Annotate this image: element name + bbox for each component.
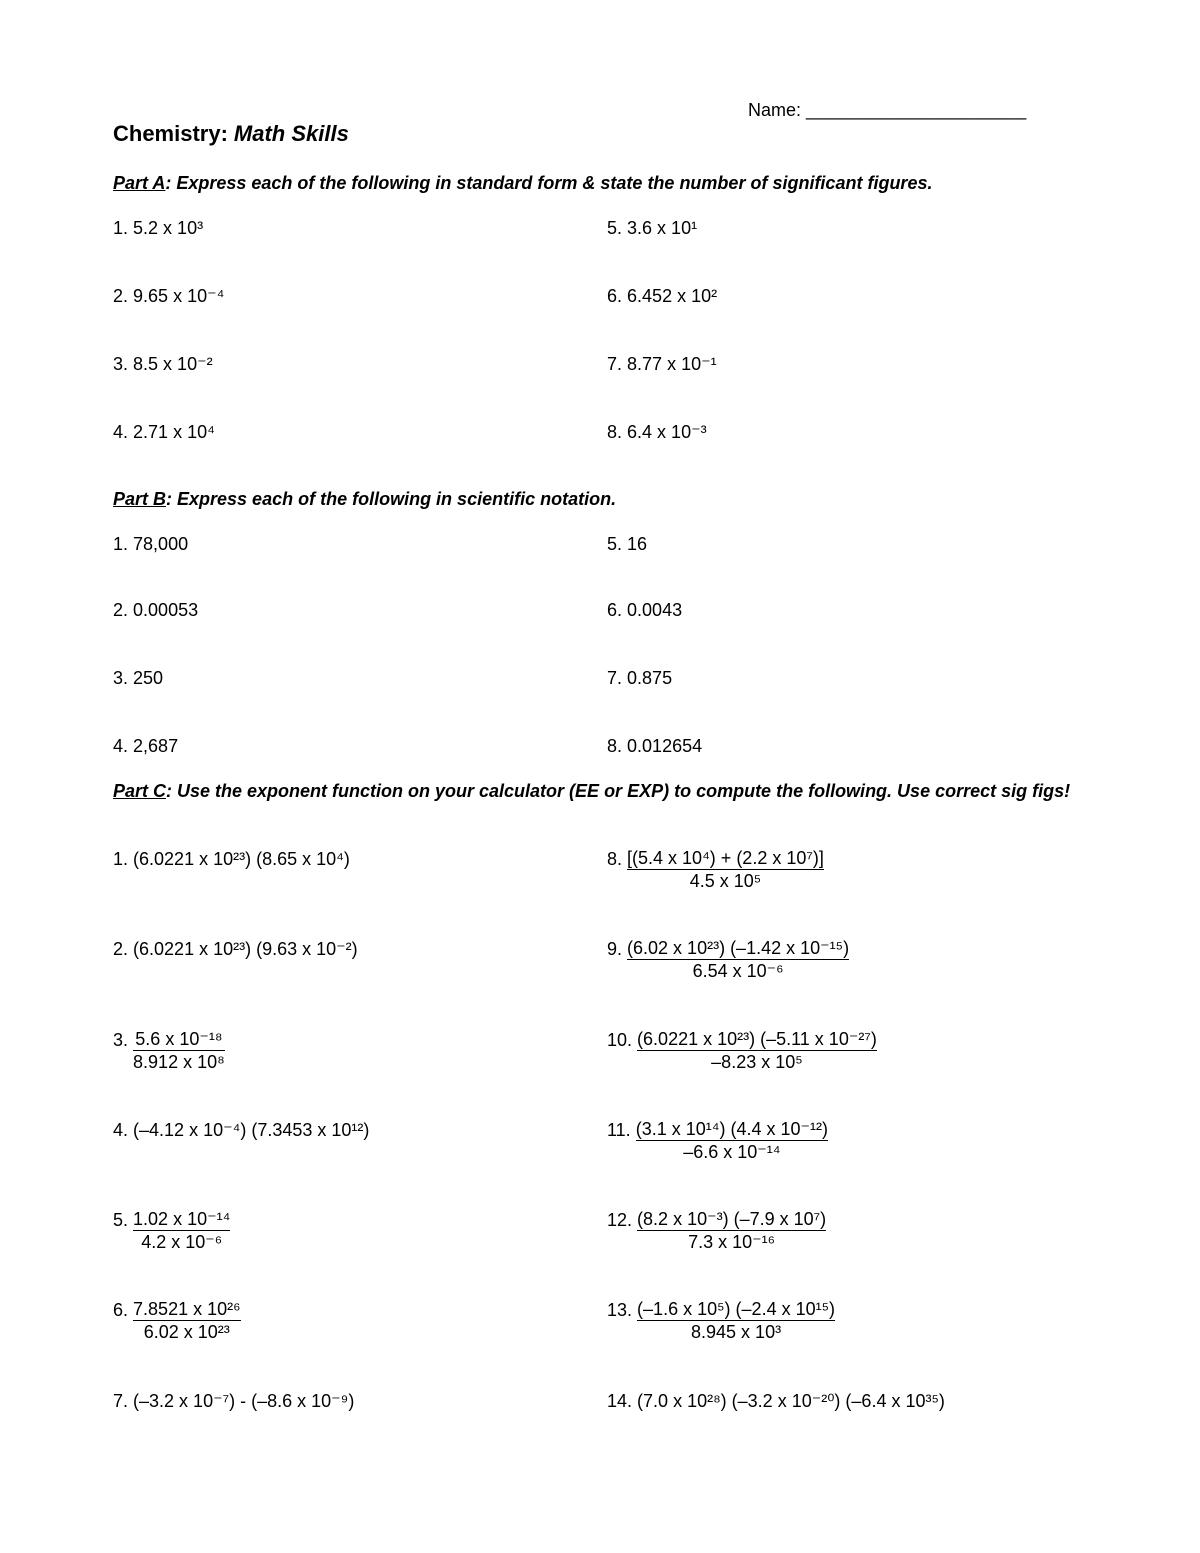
item-number: 2.	[113, 939, 129, 959]
item-number: 4.	[113, 422, 129, 442]
fraction	[627, 938, 849, 982]
part-a-item-3	[113, 353, 213, 375]
part-b-item-4	[113, 735, 178, 757]
item-number: 14.	[607, 1391, 633, 1411]
item-expression: 0.012654	[627, 736, 703, 756]
part-c-item-5	[113, 1209, 230, 1253]
title-subject: Math Skills	[233, 121, 349, 146]
fraction-numerator: 5.6 x 10⁻¹⁸	[133, 1029, 225, 1051]
part-c-item-4	[113, 1119, 369, 1141]
fraction	[133, 1299, 240, 1343]
item-expression: (–4.12 x 10⁻⁴) (7.3453 x 10¹²)	[133, 1120, 370, 1140]
item-number: 1.	[113, 218, 129, 238]
item-expression: 0.00053	[133, 600, 199, 620]
part-a-item-5	[607, 217, 697, 239]
part-b-item-7	[607, 667, 672, 689]
item-expression: 0.875	[627, 668, 673, 688]
item-number: 4.	[113, 1120, 129, 1140]
fraction	[133, 1029, 225, 1073]
item-expression: (–3.2 x 10⁻⁷) - (–8.6 x 10⁻⁹)	[133, 1391, 355, 1411]
item-number: 3.	[113, 1030, 129, 1050]
item-number: 3.	[113, 668, 129, 688]
fraction	[637, 1209, 826, 1253]
part-a-item-7	[607, 353, 717, 375]
part-b-item-8	[607, 735, 702, 757]
part-c-heading	[113, 780, 1103, 802]
item-expression: 3.6 x 10¹	[627, 218, 698, 238]
part-c-item-7	[113, 1390, 354, 1412]
item-expression: 250	[133, 668, 164, 688]
part-a-item-2	[113, 285, 224, 307]
item-number: 7.	[113, 1391, 129, 1411]
item-expression: 8.5 x 10⁻²	[133, 354, 213, 374]
part-c-item-14	[607, 1390, 945, 1412]
item-number: 5.	[607, 534, 623, 554]
part-c-item-2	[113, 938, 358, 960]
fraction-denominator: 6.02 x 10²³	[143, 1322, 230, 1342]
part-c-instructions: : Use the exponent function on your calculator (EE or EXP) to compute the following. Use correct sig figs!	[166, 781, 1071, 801]
fraction	[133, 1209, 230, 1253]
item-expression: 9.65 x 10⁻⁴	[133, 286, 225, 306]
part-b-item-2	[113, 599, 198, 621]
fraction-numerator: (3.1 x 10¹⁴) (4.4 x 10⁻¹²)	[635, 1119, 828, 1139]
part-b-item-3	[113, 667, 163, 689]
part-c-item-11	[607, 1119, 828, 1163]
part-b-label: Part B	[113, 489, 167, 509]
part-c-item-6	[113, 1299, 241, 1343]
item-number: 8.	[607, 736, 623, 756]
fraction-denominator: –6.6 x 10⁻¹⁴	[683, 1142, 781, 1162]
fraction-numerator: 1.02 x 10⁻¹⁴	[133, 1209, 231, 1229]
item-expression: 5.2 x 10³	[133, 218, 204, 238]
item-number: 10.	[607, 1030, 633, 1050]
fraction-numerator: (–1.6 x 10⁵) (–2.4 x 10¹⁵)	[637, 1299, 836, 1319]
fraction-numerator: [(5.4 x 10⁴) + (2.2 x 10⁷)]	[627, 848, 824, 868]
item-number: 5.	[113, 1210, 129, 1230]
part-a-item-6	[607, 285, 717, 307]
item-expression: (7.0 x 10²⁸) (–3.2 x 10⁻²⁰) (–6.4 x 10³⁵)	[637, 1391, 945, 1411]
item-number: 7.	[607, 668, 623, 688]
item-number: 11.	[607, 1120, 631, 1140]
item-number: 8.	[607, 422, 623, 442]
part-c-item-12	[607, 1209, 826, 1253]
title-course: Chemistry:	[113, 121, 228, 146]
fraction-denominator: 8.912 x 10⁸	[133, 1052, 225, 1072]
fraction-denominator: 8.945 x 10³	[691, 1322, 782, 1342]
item-number: 4.	[113, 736, 129, 756]
part-a-instructions: : Express each of the following in standard form & state the number of significant figures.	[165, 173, 933, 193]
part-c-item-1	[113, 848, 350, 870]
part-b-heading	[113, 488, 1103, 510]
fraction-denominator: 4.2 x 10⁻⁶	[141, 1232, 223, 1252]
item-number: 1.	[113, 534, 129, 554]
fraction	[636, 1119, 828, 1163]
item-expression: (6.0221 x 10²³) (9.63 x 10⁻²)	[133, 939, 358, 959]
fraction	[637, 1299, 835, 1343]
part-a-item-8	[607, 421, 707, 443]
item-number: 13.	[607, 1300, 633, 1320]
fraction-numerator: 7.8521 x 10²⁶	[133, 1299, 241, 1319]
part-c-item-10	[607, 1029, 877, 1073]
fraction	[627, 848, 824, 892]
part-a-item-1	[113, 217, 203, 239]
item-expression: 6.452 x 10²	[627, 286, 718, 306]
item-number: 5.	[607, 218, 623, 238]
part-b-instructions: : Express each of the following in scientific notation.	[166, 489, 617, 509]
part-c-label: Part C	[113, 781, 167, 801]
item-number: 9.	[607, 939, 623, 959]
part-a-item-4	[113, 421, 215, 443]
item-expression: 0.0043	[627, 600, 683, 620]
fraction-numerator: (6.02 x 10²³) (–1.42 x 10⁻¹⁵)	[627, 938, 850, 958]
part-c-item-8	[607, 848, 824, 892]
fraction-denominator: –8.23 x 10⁵	[711, 1052, 803, 1072]
fraction-denominator: 4.5 x 10⁵	[689, 871, 762, 891]
item-number: 2.	[113, 600, 129, 620]
part-c-item-3	[113, 1029, 225, 1073]
item-number: 3.	[113, 354, 129, 374]
part-a-label: Part A	[113, 173, 166, 193]
item-number: 6.	[607, 286, 623, 306]
item-expression: 8.77 x 10⁻¹	[627, 354, 717, 374]
part-a-heading	[113, 172, 1103, 194]
part-c-item-9	[607, 938, 849, 982]
item-number: 12.	[607, 1210, 633, 1230]
fraction-numerator: (8.2 x 10⁻³) (–7.9 x 10⁷)	[637, 1209, 827, 1229]
item-expression: 2,687	[133, 736, 179, 756]
item-number: 7.	[607, 354, 623, 374]
item-number: 1.	[113, 849, 129, 869]
item-expression: 78,000	[133, 534, 189, 554]
item-number: 6.	[607, 600, 623, 620]
item-expression: (6.0221 x 10²³) (8.65 x 10⁴)	[133, 849, 350, 869]
item-number: 2.	[113, 286, 129, 306]
part-b-item-6	[607, 599, 682, 621]
part-c-item-13	[607, 1299, 835, 1343]
part-b-item-1	[113, 533, 188, 555]
item-number: 6.	[113, 1300, 129, 1320]
part-b-item-5	[607, 533, 647, 555]
item-number: 8.	[607, 849, 623, 869]
fraction-numerator: (6.0221 x 10²³) (–5.11 x 10⁻²⁷)	[637, 1029, 877, 1049]
fraction	[637, 1029, 877, 1073]
fraction-denominator: 6.54 x 10⁻⁶	[692, 961, 784, 981]
name-field-label: Name: ______________________	[748, 100, 1027, 120]
fraction-denominator: 7.3 x 10⁻¹⁶	[688, 1232, 776, 1252]
item-expression: 16	[627, 534, 648, 554]
item-expression: 6.4 x 10⁻³	[627, 422, 707, 442]
item-expression: 2.71 x 10⁴	[133, 422, 215, 442]
page-title	[113, 121, 349, 147]
